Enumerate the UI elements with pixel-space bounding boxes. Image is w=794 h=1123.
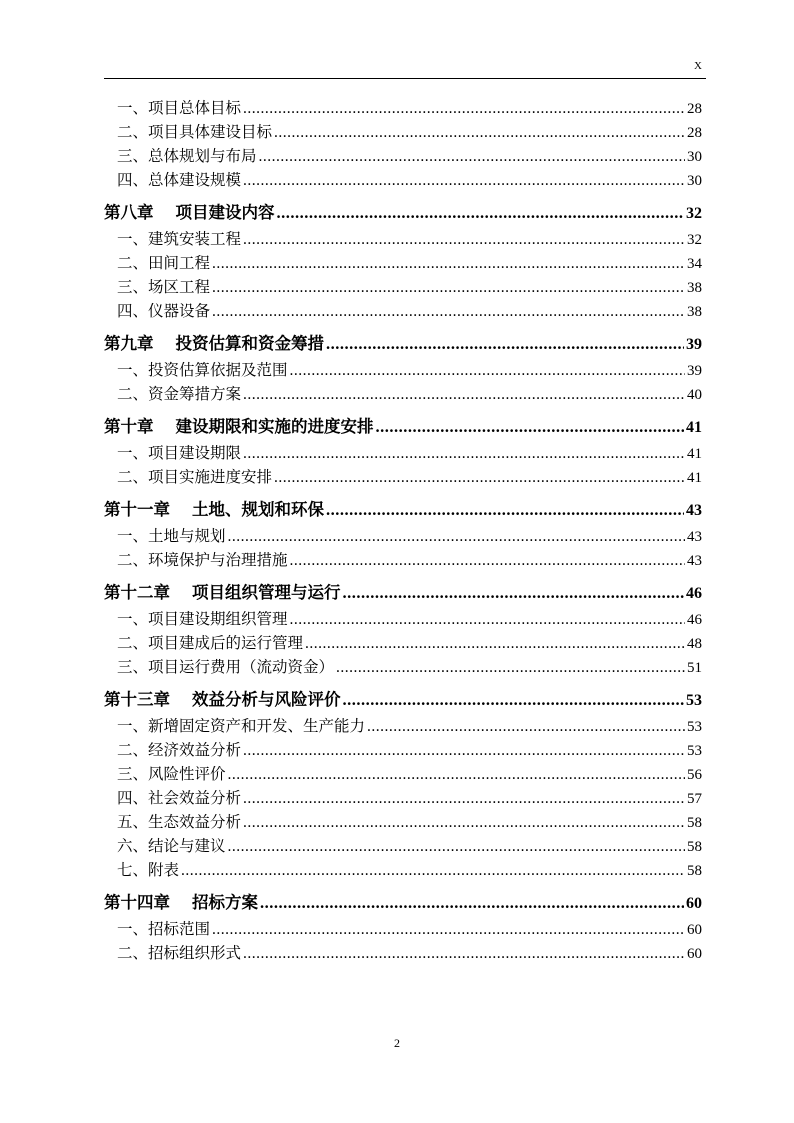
toc-dot-leader bbox=[376, 417, 685, 437]
toc-entry-number: 三、 bbox=[117, 278, 149, 296]
toc-entry-label bbox=[117, 358, 288, 380]
toc-entry-title: 土地、规划和环保 bbox=[192, 500, 324, 519]
toc-entry-title: 投资估算依据及范围 bbox=[148, 361, 288, 379]
toc-chapter-entry[interactable] bbox=[104, 406, 702, 440]
toc-dot-leader bbox=[243, 231, 685, 249]
toc-entry-number: 三、 bbox=[117, 147, 149, 165]
toc-entry-title: 项目总体目标 bbox=[148, 99, 242, 117]
toc-chapter-entry[interactable] bbox=[104, 572, 702, 606]
toc-entry-title: 风险性评价 bbox=[148, 765, 226, 783]
toc-entry-title: 总体建设规模 bbox=[148, 171, 242, 189]
toc-entry-title: 项目运行费用（流动资金） bbox=[148, 658, 335, 676]
toc-dot-leader bbox=[277, 203, 685, 223]
toc-entry-number: 二、 bbox=[117, 634, 149, 652]
toc-dot-leader bbox=[243, 445, 685, 463]
toc-entry-title: 项目建设期组织管理 bbox=[148, 610, 288, 628]
toc-entry-page: 58 bbox=[687, 815, 702, 831]
toc-entry-label bbox=[117, 382, 241, 404]
toc-entry-page: 34 bbox=[687, 256, 702, 272]
toc-entry-page: 56 bbox=[687, 767, 702, 783]
toc-section-entry[interactable] bbox=[104, 738, 702, 762]
table-of-contents bbox=[104, 96, 702, 965]
toc-entry-title: 田间工程 bbox=[148, 254, 211, 272]
toc-section-entry[interactable] bbox=[104, 96, 702, 120]
toc-entry-page: 60 bbox=[687, 946, 702, 962]
toc-entry-page: 28 bbox=[687, 125, 702, 141]
toc-entry-page: 51 bbox=[687, 660, 702, 676]
toc-entry-title: 效益分析与风险评价 bbox=[192, 690, 341, 709]
toc-entry-label bbox=[104, 496, 324, 520]
toc-dot-leader bbox=[243, 790, 685, 808]
toc-entry-page: 53 bbox=[687, 719, 702, 735]
toc-entry-title: 项目具体建设目标 bbox=[148, 123, 273, 141]
toc-entry-label bbox=[117, 834, 226, 856]
toc-entry-label bbox=[117, 631, 303, 653]
toc-section-entry[interactable] bbox=[104, 655, 702, 679]
toc-entry-label bbox=[117, 762, 226, 784]
toc-section-entry[interactable] bbox=[104, 120, 702, 144]
toc-entry-title: 总体规划与布局 bbox=[148, 147, 257, 165]
toc-entry-title: 招标组织形式 bbox=[148, 944, 242, 962]
toc-entry-page: 40 bbox=[687, 387, 702, 403]
toc-entry-label bbox=[104, 330, 324, 354]
toc-entry-page: 32 bbox=[686, 205, 702, 222]
header-mark: X bbox=[694, 60, 702, 72]
toc-entry-page: 58 bbox=[687, 839, 702, 855]
toc-entry-title: 建筑安装工程 bbox=[148, 230, 242, 248]
toc-entry-title: 招标方案 bbox=[192, 893, 258, 912]
toc-entry-number: 第十四章 bbox=[104, 893, 170, 912]
toc-entry-page: 30 bbox=[687, 149, 702, 165]
toc-section-entry[interactable] bbox=[104, 382, 702, 406]
toc-entry-number: 第十二章 bbox=[104, 583, 170, 602]
toc-entry-number: 一、 bbox=[117, 99, 149, 117]
toc-entry-number: 一、 bbox=[117, 717, 149, 735]
toc-dot-leader bbox=[212, 303, 685, 321]
toc-section-entry[interactable] bbox=[104, 144, 702, 168]
toc-entry-page: 30 bbox=[687, 173, 702, 189]
toc-entry-page: 41 bbox=[686, 419, 702, 436]
toc-section-entry[interactable] bbox=[104, 168, 702, 192]
toc-dot-leader bbox=[243, 386, 685, 404]
toc-dot-leader bbox=[367, 718, 685, 736]
toc-entry-label bbox=[104, 199, 275, 223]
toc-entry-title: 仪器设备 bbox=[148, 302, 211, 320]
toc-entry-label bbox=[117, 655, 334, 677]
toc-entry-number: 二、 bbox=[117, 468, 149, 486]
toc-entry-title: 附表 bbox=[148, 861, 180, 879]
toc-entry-title: 经济效益分析 bbox=[148, 741, 242, 759]
toc-dot-leader bbox=[243, 742, 685, 760]
toc-entry-page: 48 bbox=[687, 636, 702, 652]
toc-entry-label bbox=[117, 786, 241, 808]
toc-dot-leader bbox=[228, 766, 685, 784]
toc-dot-leader bbox=[260, 893, 684, 913]
toc-section-entry[interactable] bbox=[104, 548, 702, 572]
toc-entry-number: 二、 bbox=[117, 741, 149, 759]
toc-entry-number: 一、 bbox=[117, 527, 149, 545]
toc-section-entry[interactable] bbox=[104, 786, 702, 810]
toc-entry-page: 43 bbox=[686, 502, 702, 519]
toc-chapter-entry[interactable] bbox=[104, 489, 702, 523]
toc-entry-number: 六、 bbox=[117, 837, 149, 855]
toc-section-entry[interactable] bbox=[104, 465, 702, 489]
toc-section-entry[interactable] bbox=[104, 275, 702, 299]
toc-section-entry[interactable] bbox=[104, 227, 702, 251]
toc-dot-leader bbox=[274, 469, 685, 487]
toc-entry-label bbox=[117, 465, 272, 487]
toc-entry-label bbox=[117, 941, 241, 963]
header-rule bbox=[104, 78, 706, 79]
toc-entry-page: 38 bbox=[687, 304, 702, 320]
toc-entry-label bbox=[117, 714, 365, 736]
toc-section-entry[interactable] bbox=[104, 524, 702, 548]
toc-entry-title: 项目建设期限 bbox=[148, 444, 242, 462]
toc-dot-leader bbox=[305, 635, 685, 653]
toc-dot-leader bbox=[228, 838, 685, 856]
toc-entry-title: 新增固定资产和开发、生产能力 bbox=[148, 717, 366, 735]
toc-entry-number: 三、 bbox=[117, 765, 149, 783]
toc-entry-label bbox=[117, 858, 179, 880]
toc-entry-label bbox=[117, 299, 210, 321]
toc-chapter-entry[interactable] bbox=[104, 192, 702, 226]
toc-entry-page: 41 bbox=[687, 446, 702, 462]
toc-entry-label bbox=[117, 144, 257, 166]
toc-section-entry[interactable] bbox=[104, 631, 702, 655]
toc-section-entry[interactable] bbox=[104, 251, 702, 275]
toc-section-entry[interactable] bbox=[104, 834, 702, 858]
toc-dot-leader bbox=[243, 100, 685, 118]
toc-entry-label bbox=[104, 889, 258, 913]
toc-entry-title: 资金筹措方案 bbox=[148, 385, 242, 403]
toc-entry-page: 53 bbox=[686, 692, 702, 709]
toc-entry-label bbox=[117, 607, 288, 629]
toc-entry-page: 60 bbox=[687, 922, 702, 938]
toc-dot-leader bbox=[326, 334, 684, 354]
toc-dot-leader bbox=[212, 279, 685, 297]
toc-dot-leader bbox=[274, 124, 685, 142]
toc-entry-page: 60 bbox=[686, 895, 702, 912]
toc-entry-page: 39 bbox=[687, 363, 702, 379]
toc-entry-title: 社会效益分析 bbox=[148, 789, 242, 807]
toc-section-entry[interactable] bbox=[104, 299, 702, 323]
toc-entry-number: 三、 bbox=[117, 658, 149, 676]
toc-entry-title: 生态效益分析 bbox=[148, 813, 242, 831]
toc-chapter-entry[interactable] bbox=[104, 882, 702, 916]
toc-entry-label bbox=[117, 441, 241, 463]
toc-section-entry[interactable] bbox=[104, 714, 702, 738]
toc-entry-label bbox=[117, 275, 210, 297]
toc-entry-page: 39 bbox=[686, 336, 702, 353]
toc-entry-number: 一、 bbox=[117, 610, 149, 628]
toc-entry-number: 二、 bbox=[117, 944, 149, 962]
toc-entry-page: 53 bbox=[687, 743, 702, 759]
toc-entry-label bbox=[117, 96, 241, 118]
toc-entry-title: 项目组织管理与运行 bbox=[192, 583, 341, 602]
toc-section-entry[interactable] bbox=[104, 917, 702, 941]
toc-entry-label bbox=[104, 686, 341, 710]
page-number: 2 bbox=[394, 1036, 400, 1050]
toc-entry-title: 结论与建议 bbox=[148, 837, 226, 855]
toc-dot-leader bbox=[343, 690, 685, 710]
toc-entry-page: 43 bbox=[687, 553, 702, 569]
toc-entry-title: 投资估算和资金筹措 bbox=[175, 334, 324, 353]
toc-entry-label bbox=[104, 579, 341, 603]
toc-entry-label bbox=[117, 120, 272, 142]
toc-dot-leader bbox=[290, 362, 685, 380]
toc-entry-number: 五、 bbox=[117, 813, 149, 831]
toc-entry-number: 四、 bbox=[117, 789, 149, 807]
toc-dot-leader bbox=[243, 945, 685, 963]
toc-entry-label bbox=[104, 413, 374, 437]
toc-dot-leader bbox=[336, 659, 685, 677]
toc-entry-number: 二、 bbox=[117, 254, 149, 272]
toc-entry-page: 32 bbox=[687, 232, 702, 248]
toc-entry-number: 第十一章 bbox=[104, 500, 170, 519]
toc-entry-number: 二、 bbox=[117, 385, 149, 403]
toc-entry-number: 一、 bbox=[117, 230, 149, 248]
toc-entry-page: 28 bbox=[687, 101, 702, 117]
toc-chapter-entry[interactable] bbox=[104, 679, 702, 713]
toc-entry-number: 四、 bbox=[117, 171, 149, 189]
toc-dot-leader bbox=[326, 500, 684, 520]
toc-entry-title: 项目建设内容 bbox=[175, 203, 275, 222]
toc-dot-leader bbox=[243, 814, 685, 832]
toc-entry-number: 第八章 bbox=[104, 203, 154, 222]
toc-section-entry[interactable] bbox=[104, 358, 702, 382]
toc-entry-number: 第十章 bbox=[104, 417, 154, 436]
toc-entry-label bbox=[117, 917, 210, 939]
toc-entry-page: 43 bbox=[687, 529, 702, 545]
toc-entry-title: 土地与规划 bbox=[148, 527, 226, 545]
toc-dot-leader bbox=[212, 255, 685, 273]
toc-entry-label bbox=[117, 548, 288, 570]
toc-dot-leader bbox=[290, 552, 685, 570]
toc-entry-page: 58 bbox=[687, 863, 702, 879]
toc-entry-page: 46 bbox=[687, 612, 702, 628]
toc-chapter-entry[interactable] bbox=[104, 323, 702, 357]
toc-section-entry[interactable] bbox=[104, 441, 702, 465]
toc-dot-leader bbox=[243, 172, 685, 190]
toc-entry-page: 41 bbox=[687, 470, 702, 486]
toc-entry-page: 46 bbox=[686, 585, 702, 602]
toc-entry-title: 场区工程 bbox=[148, 278, 211, 296]
toc-dot-leader bbox=[259, 148, 685, 166]
toc-dot-leader bbox=[181, 862, 685, 880]
toc-entry-number: 四、 bbox=[117, 302, 149, 320]
toc-entry-number: 一、 bbox=[117, 444, 149, 462]
toc-entry-title: 环境保护与治理措施 bbox=[148, 551, 288, 569]
toc-entry-title: 项目建成后的运行管理 bbox=[148, 634, 304, 652]
toc-dot-leader bbox=[212, 921, 685, 939]
toc-entry-title: 项目实施进度安排 bbox=[148, 468, 273, 486]
toc-dot-leader bbox=[343, 583, 685, 603]
toc-entry-number: 一、 bbox=[117, 920, 149, 938]
toc-entry-page: 57 bbox=[687, 791, 702, 807]
toc-section-entry[interactable] bbox=[104, 858, 702, 882]
toc-entry-number: 二、 bbox=[117, 123, 149, 141]
toc-section-entry[interactable] bbox=[104, 762, 702, 786]
toc-section-entry[interactable] bbox=[104, 810, 702, 834]
toc-entry-label bbox=[117, 168, 241, 190]
toc-section-entry[interactable] bbox=[104, 941, 702, 965]
toc-entry-label bbox=[117, 227, 241, 249]
toc-entry-title: 建设期限和实施的进度安排 bbox=[175, 417, 374, 436]
toc-dot-leader bbox=[228, 528, 685, 546]
toc-entry-number: 二、 bbox=[117, 551, 149, 569]
toc-entry-label bbox=[117, 738, 241, 760]
toc-entry-label bbox=[117, 524, 226, 546]
toc-dot-leader bbox=[290, 611, 685, 629]
toc-section-entry[interactable] bbox=[104, 607, 702, 631]
toc-entry-page: 38 bbox=[687, 280, 702, 296]
toc-entry-label bbox=[117, 251, 210, 273]
toc-entry-label bbox=[117, 810, 241, 832]
toc-entry-number: 七、 bbox=[117, 861, 149, 879]
toc-entry-number: 第十三章 bbox=[104, 690, 170, 709]
toc-entry-number: 一、 bbox=[117, 361, 149, 379]
toc-entry-title: 招标范围 bbox=[148, 920, 211, 938]
toc-entry-number: 第九章 bbox=[104, 334, 154, 353]
